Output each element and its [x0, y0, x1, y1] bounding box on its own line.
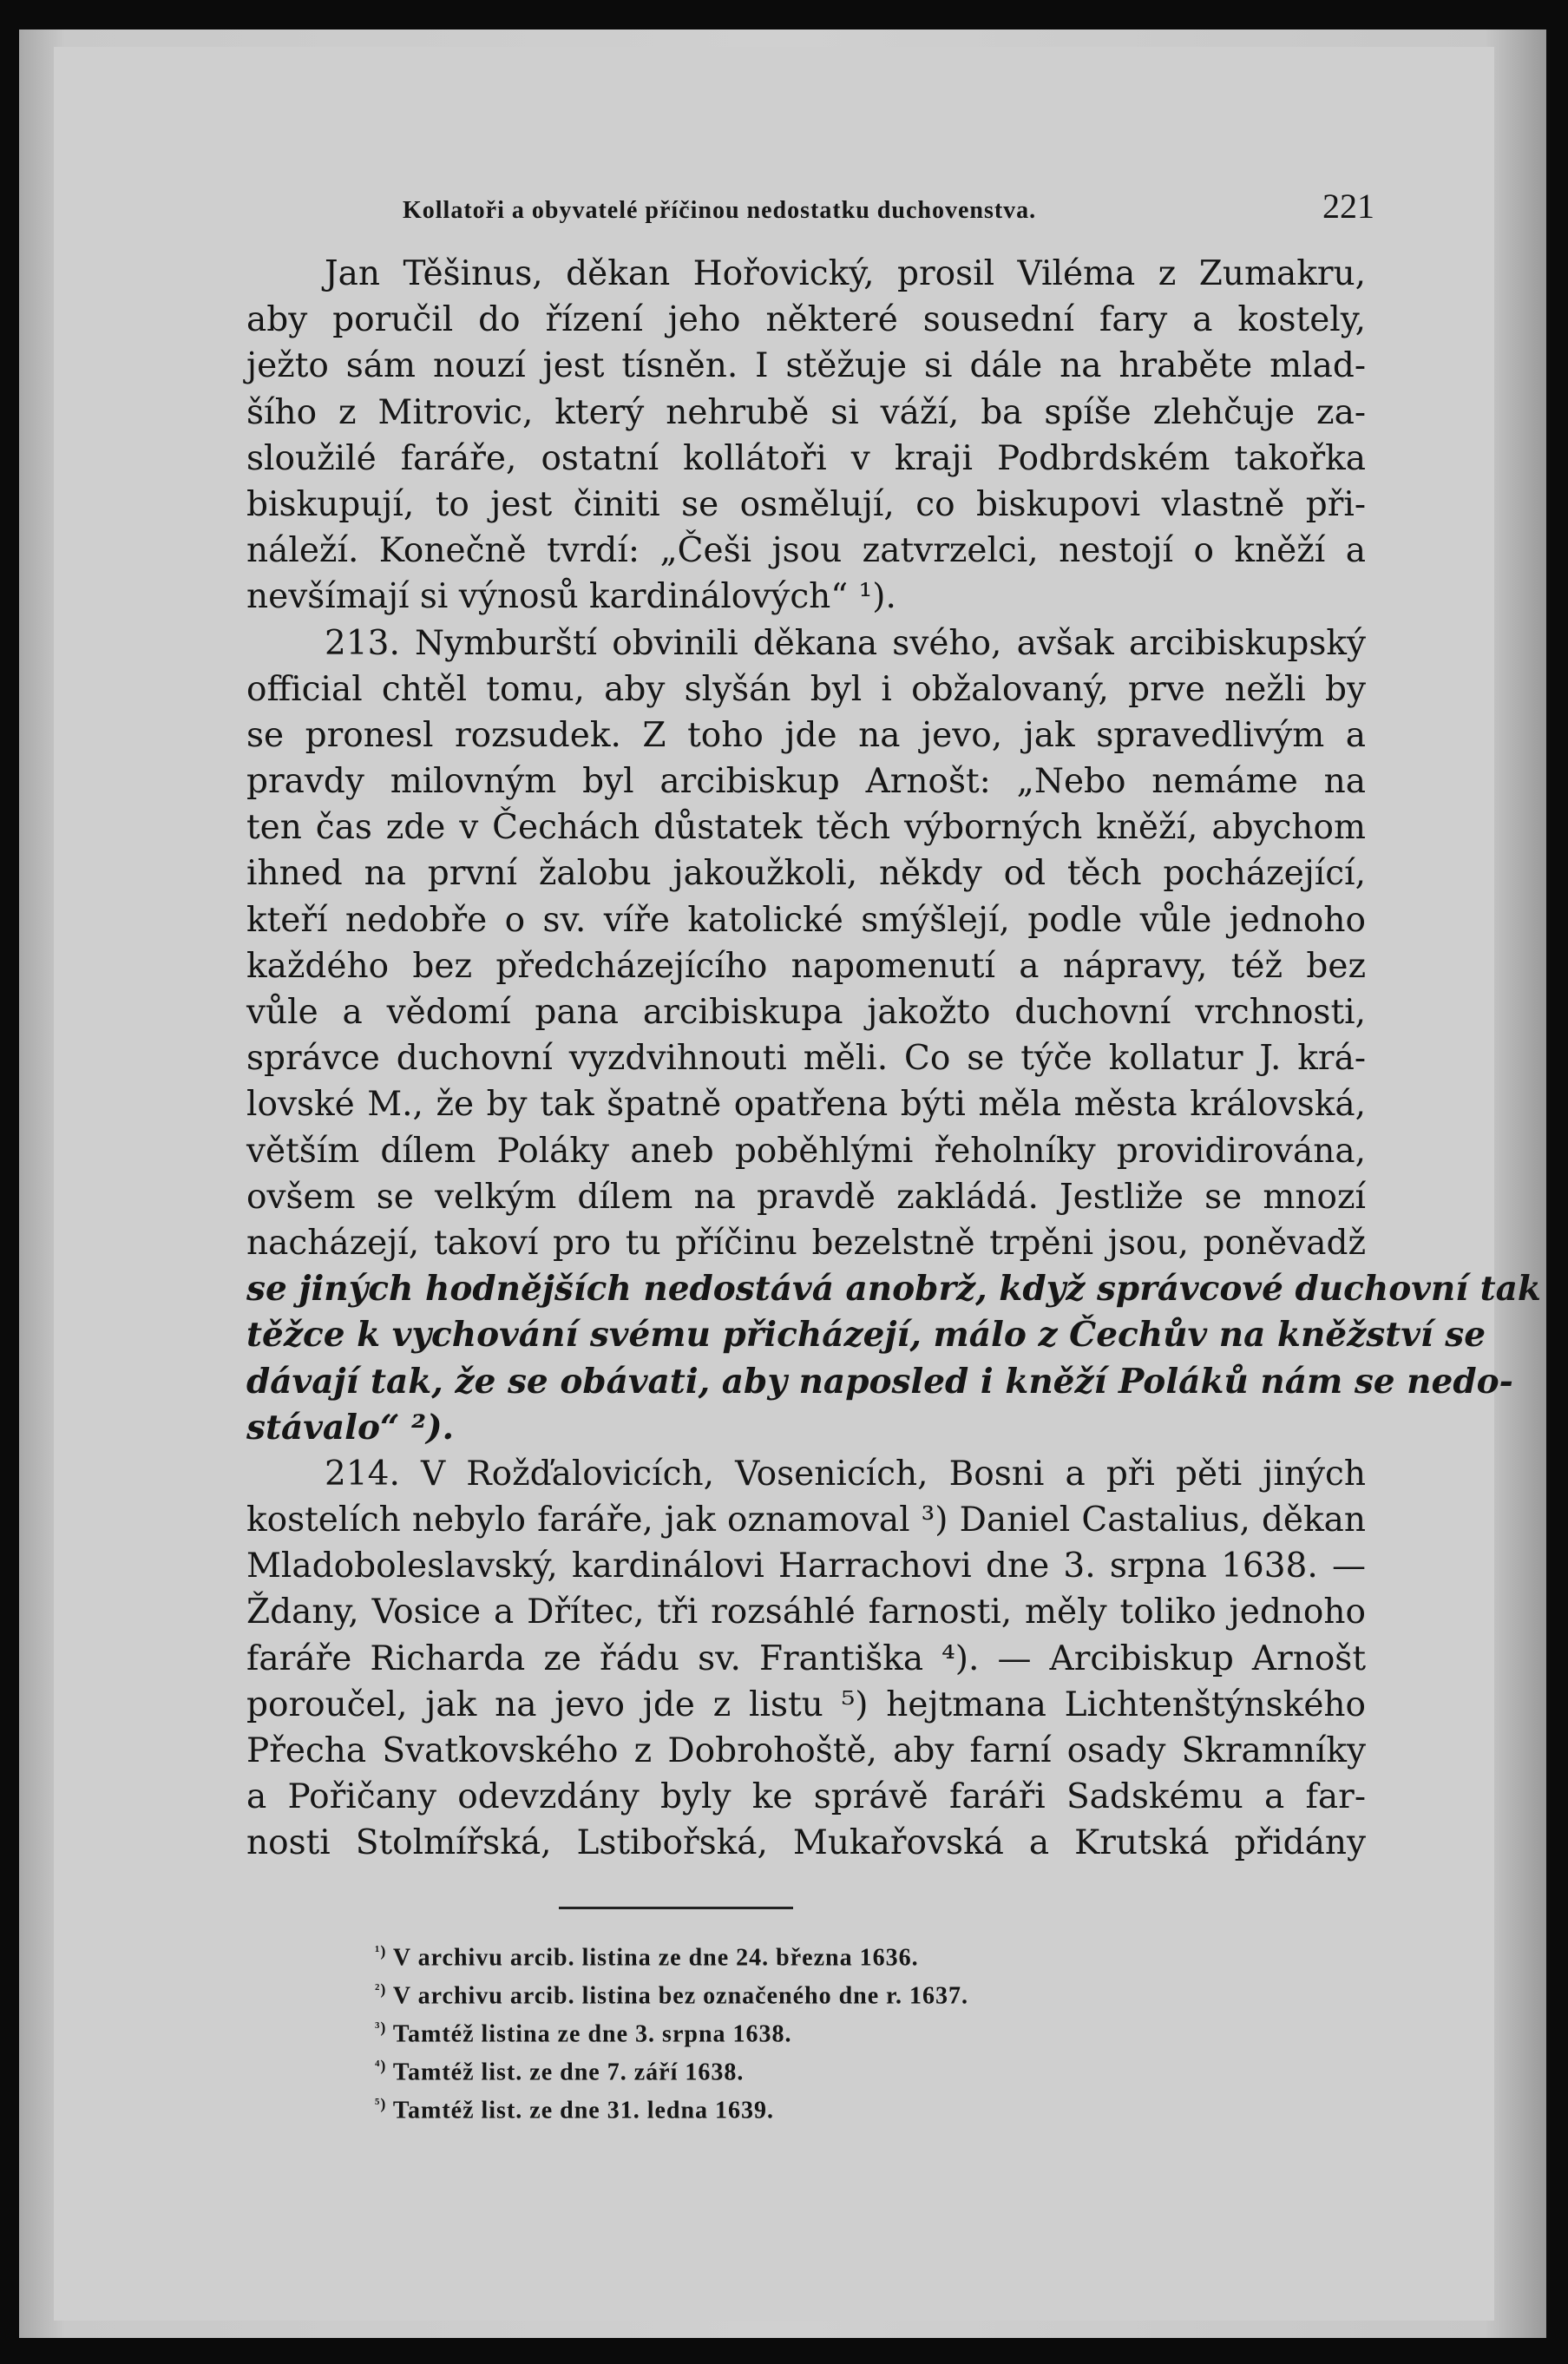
text-line: nacházejí, takoví pro tu příčinu bezelstně trpěni jsou, poněvadž — [246, 1223, 1366, 1263]
text-line: ježto sám nouzí jest tísněn. I stěžuje si dále na hraběte mlad- — [246, 346, 1366, 386]
footnote-text: Tamtéž list. ze dne 31. ledna 1639. — [392, 2096, 775, 2124]
scanned-page-background — [19, 30, 1546, 2338]
text-line: větším dílem Poláky aneb poběhlými řeholníky providirována, — [246, 1131, 1366, 1171]
text-line: správce duchovní vyzdvihnouti měli. Co se týče kollatur J. krá- — [246, 1039, 1366, 1079]
footnote-text: Tamtéž listina ze dne 3. srpna 1638. — [392, 2019, 792, 2047]
running-title: Kollatoři a obyvatelé příčinou nedostatku duchovenstva. — [403, 197, 1037, 224]
footnote-text: V archivu arcib. listina bez označeného dne r. 1637. — [392, 1981, 968, 2009]
text-line: kteří nedobře o sv. víře katolické smýšlejí, podle vůle jednoho — [246, 900, 1366, 940]
footnote-mark: ⁴) — [375, 2056, 387, 2074]
text-line: se pronesl rozsudek. Z toho jde na jevo, jak spravedlivým a — [246, 715, 1366, 755]
footnote-mark: ¹) — [375, 1941, 387, 1960]
italic-text-line: se jiných hodnějších nedostává anobrž, když správcové duchovní tak — [246, 1269, 1541, 1310]
text-line: ovšem se velkým dílem na pravdě zakládá. Jestliže se mnozí — [246, 1177, 1366, 1217]
footnotes — [246, 1907, 1366, 2123]
italic-text-line: těžce k vychování svému přicházejí, málo z Čechův na kněžství se — [246, 1315, 1486, 1356]
text-line: nosti Stolmířská, Lstibořská, Mukařovská a Krutská přidány — [246, 1823, 1366, 1863]
text-line: nevšímají si výnosů kardinálových“ ¹). — [246, 577, 896, 617]
book-page — [54, 47, 1541, 2321]
text-line: sloužilé faráře, ostatní kollátoři v kraji Podbrdském takořka — [246, 438, 1366, 478]
text-line: ten čas zde v Čechách důstatek těch výborných kněží, abychom — [246, 808, 1366, 848]
italic-text-line: stávalo“ ²). — [246, 1407, 455, 1448]
footnote — [246, 2046, 1366, 2085]
footnote — [246, 2008, 1366, 2046]
paragraph-1 — [246, 251, 1366, 621]
text-line: a Pořičany odevzdány byly ke správě faráři Sadskému a far- — [246, 1777, 1366, 1817]
text-line: faráře Richarda ze řádu sv. Františka ⁴). — Arcibiskup Arnošt — [246, 1638, 1366, 1678]
running-header — [246, 186, 1374, 227]
paragraph-213 — [246, 621, 1541, 1451]
text-line: Ždany, Vosice a Dřítec, tři rozsáhlé farnosti, měly toliko jednoho — [246, 1592, 1366, 1632]
text-line: Mladoboleslavský, kardinálovi Harrachovi dne 3. srpna 1638. — — [246, 1546, 1366, 1586]
footnote-divider — [559, 1907, 793, 1909]
text-line: 214. V Rožďalovicích, Vosenicích, Bosni a při pěti jiných — [325, 1454, 1366, 1494]
text-line: Jan Těšinus, děkan Hořovický, prosil Viléma z Zumakru, — [325, 254, 1366, 293]
page-number: 221 — [1322, 187, 1374, 226]
text-line: náleží. Konečně tvrdí: „Češi jsou zatvrzelci, nestojí o kněží a — [246, 531, 1366, 571]
text-line: official chtěl tomu, aby slyšán byl i obžalovaný, prve nežli by — [246, 669, 1366, 709]
text-line: 213. Nymburští obvinili děkana svého, avšak arcibiskupský — [325, 623, 1366, 663]
text-line: šího z Mitrovic, který nehrubě si váží, ba spíše zlehčuje za- — [246, 392, 1366, 432]
text-line: pravdy milovným byl arcibiskup Arnošt: „Nebo nemáme na — [246, 762, 1366, 802]
text-line: vůle a vědomí pana arcibiskupa jakožto duchovní vrchnosti, — [246, 993, 1366, 1032]
text-line: Přecha Svatkovského z Dobrohoště, aby farní osady Skramníky — [246, 1731, 1366, 1770]
footnote — [246, 2085, 1366, 2123]
text-line: aby poručil do řízení jeho některé sousední fary a kostely, — [246, 300, 1366, 340]
page-content — [246, 186, 1541, 2124]
footnote — [246, 1970, 1366, 2008]
paragraph-214 — [246, 1451, 1366, 1867]
text-line: lovské M., že by tak špatně opatřena býti měla města královská, — [246, 1085, 1366, 1125]
footnote-mark: ²) — [375, 1980, 387, 1998]
text-line: ihned na první žalobu jakoužkoli, někdy od těch pocházející, — [246, 854, 1366, 894]
footnote-text: V archivu arcib. listina ze dne 24. března 1636. — [392, 1943, 919, 1971]
text-line: biskupují, to jest činiti se osmělují, co biskupovi vlastně při- — [246, 484, 1366, 524]
footnote-text: Tamtéž list. ze dne 7. září 1638. — [392, 2058, 745, 2085]
footnote — [246, 1932, 1366, 1970]
footnote-mark: ⁵) — [375, 2094, 387, 2112]
footnote-mark: ³) — [375, 2018, 387, 2036]
text-line: poroučel, jak na jevo jde z listu ⁵) hejtmana Lichtenštýnského — [246, 1684, 1366, 1724]
italic-text-line: dávají tak, že se obávati, aby naposled i kněží Poláků nám se nedo- — [246, 1361, 1513, 1402]
text-line: kostelích nebylo faráře, jak oznamoval ³) Daniel Castalius, děkan — [246, 1500, 1366, 1540]
text-line: každého bez předcházejícího napomenutí a nápravy, též bez — [246, 946, 1366, 986]
